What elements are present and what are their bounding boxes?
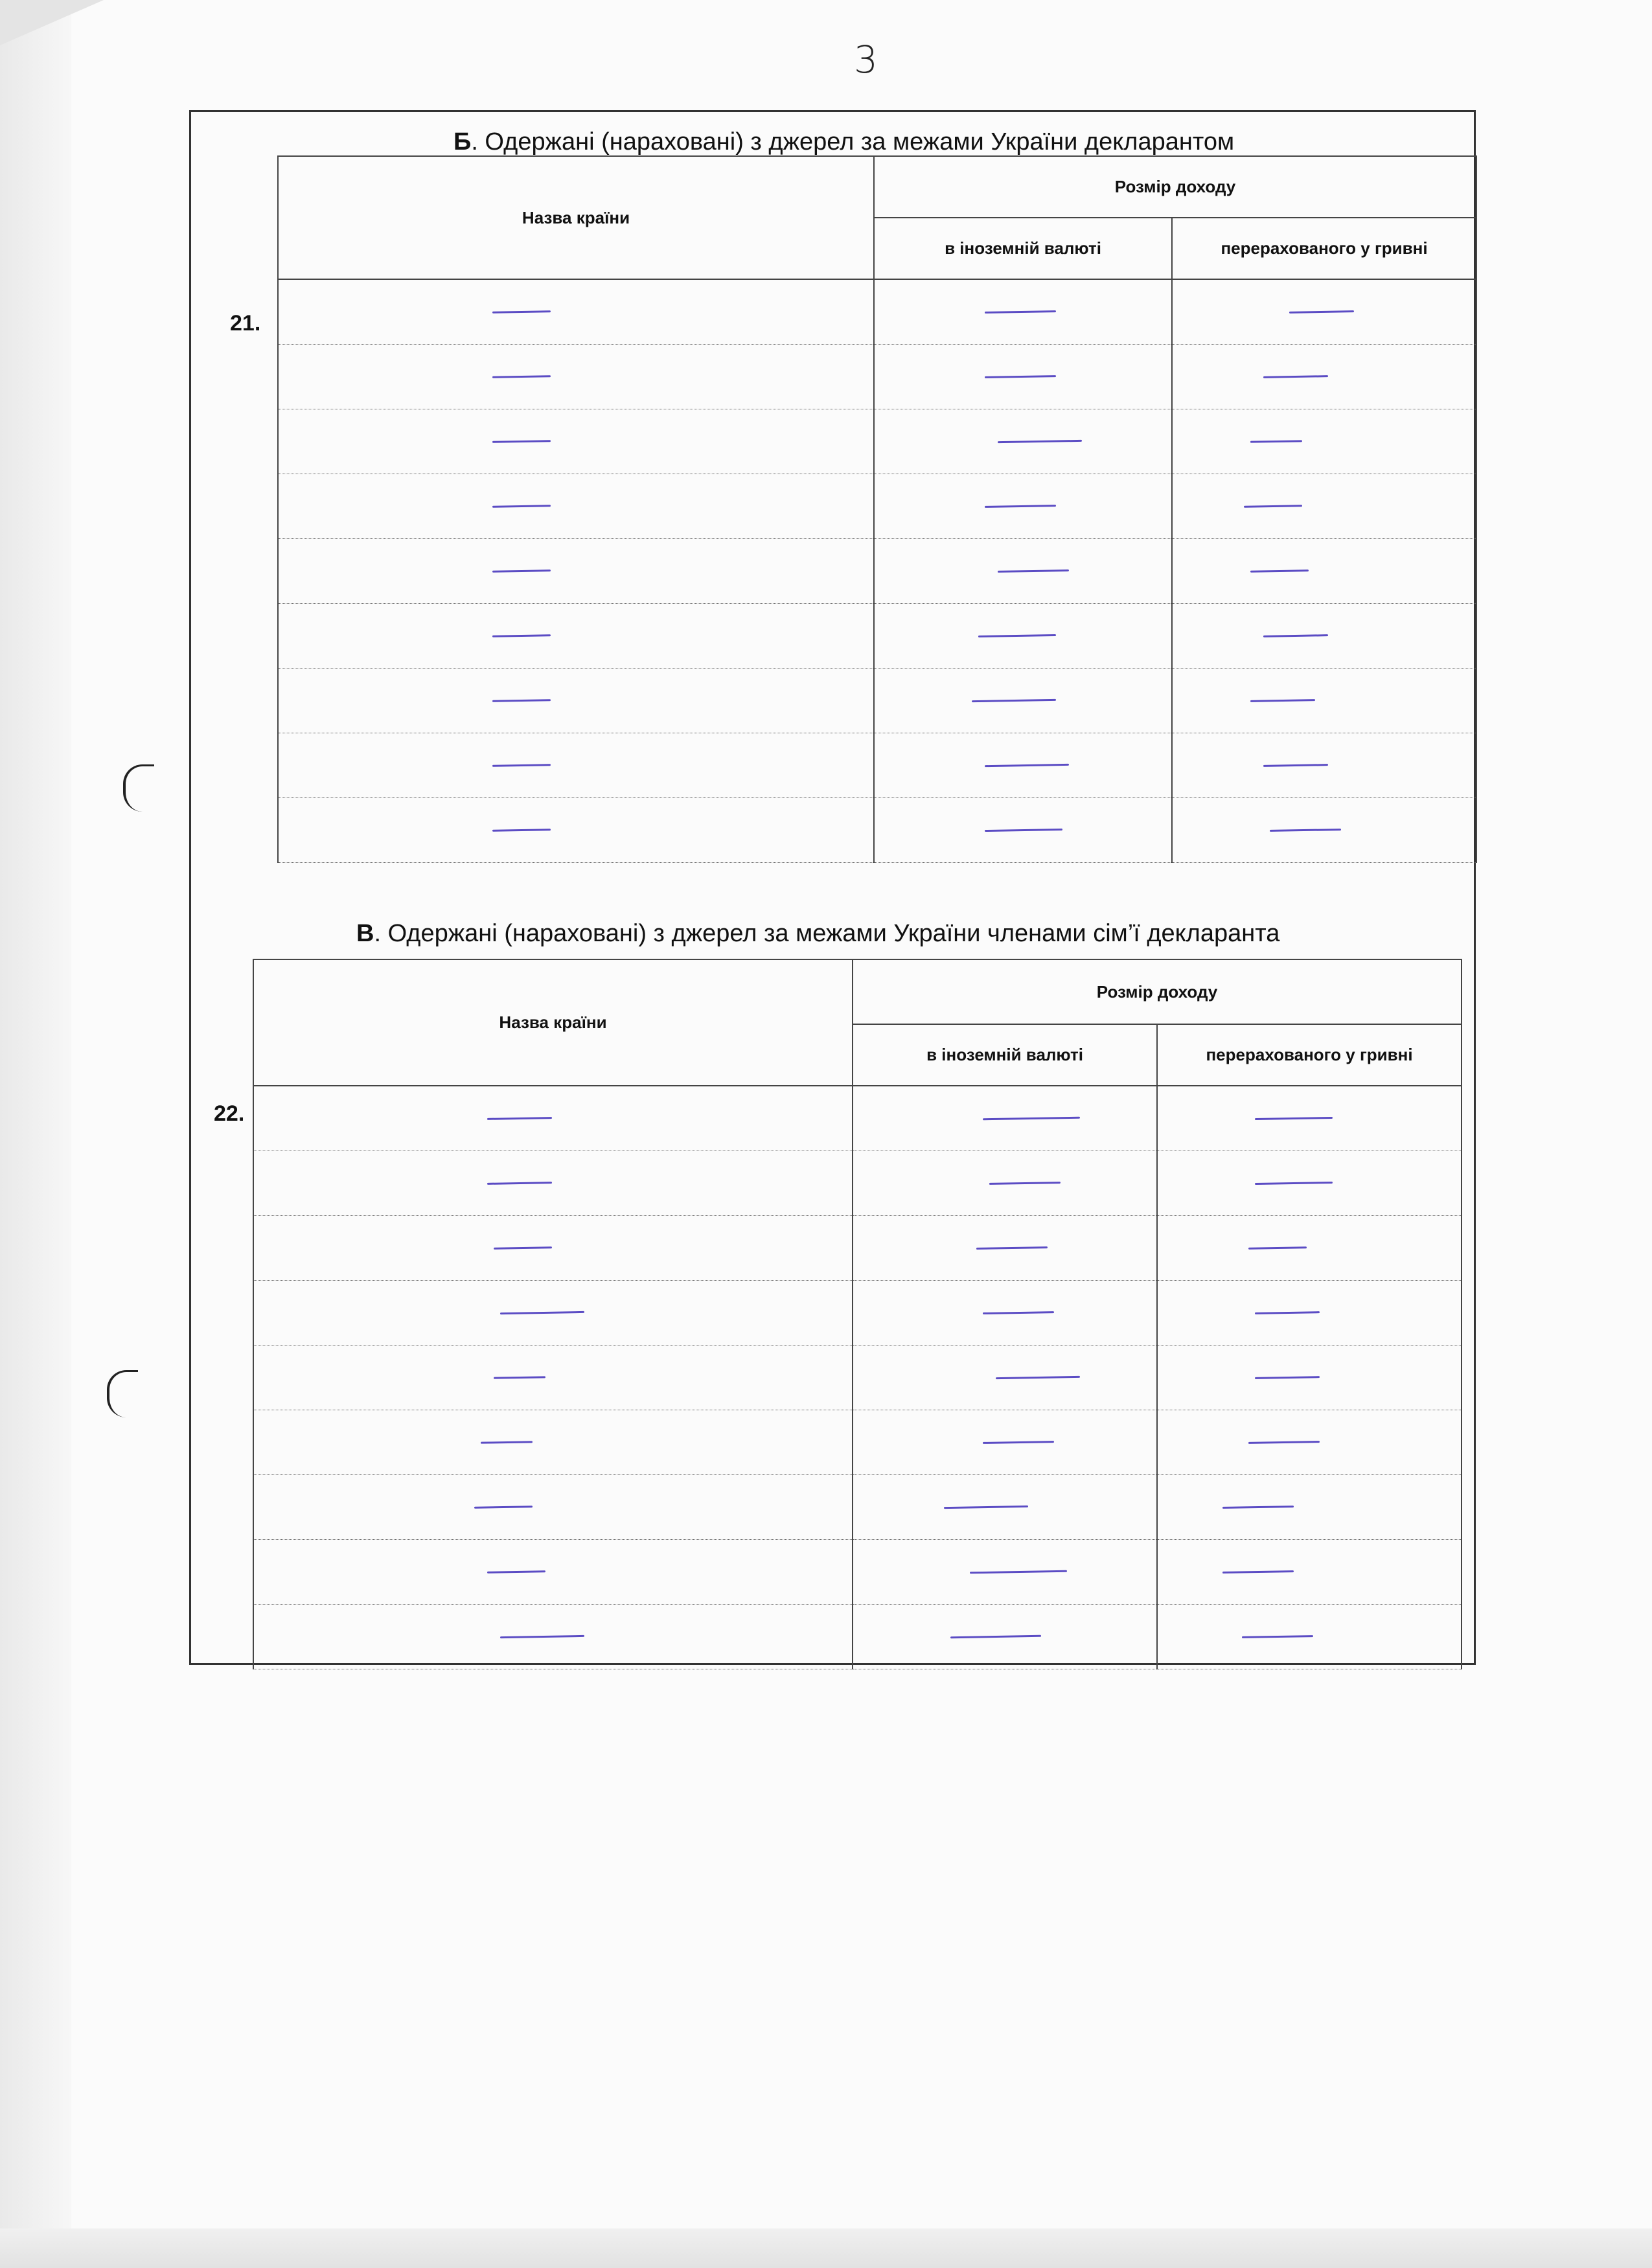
cell-country[interactable] (278, 474, 874, 538)
cell-uah[interactable] (1157, 1215, 1462, 1280)
cell-foreign[interactable] (853, 1280, 1157, 1345)
row-number-22: 22. (214, 1101, 245, 1126)
cell-uah[interactable] (1172, 668, 1476, 733)
punch-hole-bottom (107, 1370, 138, 1417)
cell-foreign[interactable] (874, 733, 1172, 797)
section-b-title: Б. Одержані (нараховані) з джерел за межами України декларантом (453, 128, 1235, 155)
cell-uah[interactable] (1157, 1280, 1462, 1345)
cell-foreign[interactable] (853, 1086, 1157, 1151)
cell-foreign[interactable] (853, 1410, 1157, 1474)
col-foreign-header: в іноземній валюті (853, 1024, 1157, 1086)
cell-country[interactable] (278, 279, 874, 344)
cell-uah[interactable] (1157, 1410, 1462, 1474)
cell-country[interactable] (278, 344, 874, 409)
cell-foreign[interactable] (853, 1474, 1157, 1539)
cell-country[interactable] (278, 797, 874, 862)
cell-uah[interactable] (1172, 538, 1476, 603)
col-country-header: Назва країни (253, 959, 853, 1086)
cell-foreign[interactable] (874, 474, 1172, 538)
cell-foreign[interactable] (874, 797, 1172, 862)
cell-foreign[interactable] (874, 279, 1172, 344)
section-b-rows (278, 279, 1476, 862)
cell-country[interactable] (278, 733, 874, 797)
page-edge (0, 0, 71, 2268)
section-v-rows (253, 1086, 1462, 1669)
cell-uah[interactable] (1172, 603, 1476, 668)
cell-foreign[interactable] (853, 1215, 1157, 1280)
cell-uah[interactable] (1172, 409, 1476, 474)
cell-uah[interactable] (1172, 733, 1476, 797)
punch-hole-top (123, 764, 154, 812)
cell-country[interactable] (253, 1410, 853, 1474)
cell-foreign[interactable] (853, 1539, 1157, 1604)
cell-country[interactable] (253, 1345, 853, 1410)
col-income-header: Розмір доходу (853, 959, 1462, 1024)
cell-uah[interactable] (1157, 1345, 1462, 1410)
cell-country[interactable] (278, 668, 874, 733)
cell-uah[interactable] (1157, 1539, 1462, 1604)
cell-foreign[interactable] (853, 1151, 1157, 1215)
page-number: 3 (854, 38, 878, 82)
cell-country[interactable] (278, 538, 874, 603)
cell-uah[interactable] (1157, 1151, 1462, 1215)
section-v-table (253, 959, 1462, 1669)
cell-country[interactable] (278, 409, 874, 474)
col-uah-header: перерахованого у гривні (1157, 1024, 1462, 1086)
paper-bottom-edge (0, 2228, 1652, 2268)
cell-foreign[interactable] (853, 1604, 1157, 1669)
cell-country[interactable] (253, 1151, 853, 1215)
cell-country[interactable] (278, 603, 874, 668)
cell-country[interactable] (253, 1604, 853, 1669)
cell-foreign[interactable] (874, 538, 1172, 603)
cell-foreign[interactable] (853, 1345, 1157, 1410)
col-foreign-header: в іноземній валюті (874, 218, 1172, 279)
cell-country[interactable] (253, 1280, 853, 1345)
col-income-header: Розмір доходу (874, 156, 1476, 218)
cell-uah[interactable] (1157, 1086, 1462, 1151)
cell-country[interactable] (253, 1086, 853, 1151)
section-b-table (277, 155, 1477, 863)
section-v-title: В. Одержані (нараховані) з джерел за межами України членами сім’ї декларанта (356, 920, 1280, 947)
row-number-21: 21. (230, 311, 261, 336)
cell-uah[interactable] (1172, 279, 1476, 344)
cell-uah[interactable] (1172, 474, 1476, 538)
cell-country[interactable] (253, 1215, 853, 1280)
cell-uah[interactable] (1172, 797, 1476, 862)
cell-uah[interactable] (1172, 344, 1476, 409)
cell-foreign[interactable] (874, 409, 1172, 474)
col-uah-header: перерахованого у гривні (1172, 218, 1476, 279)
cell-uah[interactable] (1157, 1604, 1462, 1669)
cell-foreign[interactable] (874, 344, 1172, 409)
cell-foreign[interactable] (874, 603, 1172, 668)
cell-uah[interactable] (1157, 1474, 1462, 1539)
col-country-header: Назва країни (278, 156, 874, 279)
cell-country[interactable] (253, 1539, 853, 1604)
cell-foreign[interactable] (874, 668, 1172, 733)
folded-corner (0, 0, 104, 45)
cell-country[interactable] (253, 1474, 853, 1539)
